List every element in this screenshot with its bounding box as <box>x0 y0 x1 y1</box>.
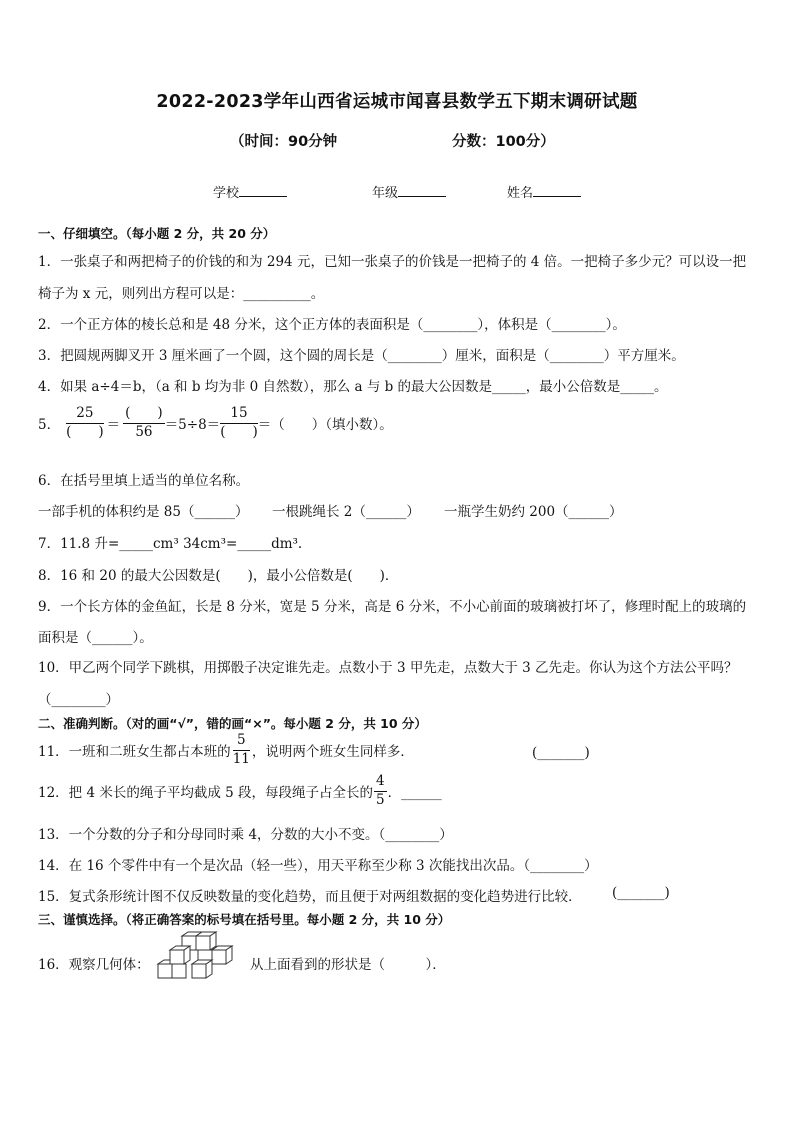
section-3-heading: 三、谨慎选择。（将正确答案的标号填在括号里。每小题 2 分，共 10 分） <box>38 912 451 927</box>
question-5-label: 5． <box>38 417 61 433</box>
question-11-answer: (_______) <box>532 745 590 761</box>
question-6-item-milk: 一瓶学生奶约 200（______） <box>444 504 623 520</box>
question-15: 15．复式条形统计图不仅反映数量的变化趋势，而且便于对两组数据的变化趋势进行比较． <box>38 889 582 905</box>
question-1-line-1: 1．一张桌子和两把椅子的价钱的和为 294 元，已知一张桌子的价钱是一把椅子的 4 倍。一把椅子多少元？可以设一把 <box>38 254 747 270</box>
question-6: 6．在括号里填上适当的单位名称。 <box>38 473 250 489</box>
question-11-fraction: $\frac{5}{11}$ <box>232 732 250 767</box>
school-field: 学校 <box>213 182 287 201</box>
question-12-fraction: $\frac{4}{5}$ <box>376 773 385 808</box>
question-12: 12．把 4 米长的绳子平均截成 5 段，每段绳子占全长的 $\frac{4}{5}$ ．______ <box>38 773 442 808</box>
question-13: 13．一个分数的分子和分母同时乘 4，分数的大小不变。（________） <box>38 827 453 843</box>
question-8: 8．16 和 20 的最大公因数是( )，最小公倍数是( )． <box>38 568 399 584</box>
grade-field: 年级 <box>372 182 446 201</box>
question-16-label: 16．观察几何体： <box>38 957 150 973</box>
exam-time: （时间：90分钟 <box>230 134 338 150</box>
page-title: 2022-2023学年山西省运城市闻喜县数学五下期末调研试题 <box>156 92 638 112</box>
exam-score: 分数：100分） <box>452 134 555 150</box>
question-15-answer: (_______) <box>612 885 670 901</box>
question-5-fraction-1: $\frac{25}{( )}$ <box>66 405 104 440</box>
question-6-item-rope: 一根跳绳长 2（______） <box>272 504 420 520</box>
question-5: 5． $\frac{25}{( )}$ ＝ $\frac{( )}{56}$ ＝5÷8＝ $\frac{15}{( )}$ ＝（ ）（填小数）。 <box>38 405 393 440</box>
section-1-heading: 一、仔细填空。（每小题 2 分，共 20 分） <box>38 226 276 241</box>
question-7: 7．11.8 升=_____cm³ 34cm³=_____dm³. <box>38 536 303 552</box>
question-14: 14．在 16 个零件中有一个是次品（轻一些），用天平称至少称 3 次能找出次品。（________） <box>38 858 598 874</box>
question-10-line-1: 10．甲乙两个同学下跳棋，用掷骰子决定谁先走。点数小于 3 甲先走，点数大于 3 乙先走。你认为这个方法公平吗？ <box>38 660 738 676</box>
cube-figure <box>152 930 240 986</box>
question-4: 4．如果 a÷4＝b，（a 和 b 均为非 0 自然数），那么 a 与 b 的最大公因数是_____，最小公倍数是_____。 <box>38 379 668 395</box>
question-6-item-phone: 一部手机的体积约是 85（______） <box>38 504 249 520</box>
question-5-middle: ＝5÷8＝ <box>164 417 221 433</box>
question-9-line-2: 面积是（______）。 <box>38 630 153 646</box>
question-9-line-1: 9．一个长方体的金鱼缸，长是 8 分米，宽是 5 分米，高是 6 分米，不小心前面的玻璃被打坏了，修理时配上的玻璃的 <box>38 599 747 615</box>
question-11: 11．一班和二班女生都占本班的 $\frac{5}{11}$ ，说明两个班女生同样多． <box>38 732 414 767</box>
question-5-end: ＝（ ）（填小数）。 <box>257 417 393 433</box>
section-2-heading: 二、准确判断。（对的画“√”，错的画“×”。每小题 2 分，共 10 分） <box>38 716 427 731</box>
question-2: 2．一个正方体的棱长总和是 48 分米，这个正方体的表面积是（________），体积是（________）。 <box>38 317 626 333</box>
name-field: 姓名 <box>507 182 581 201</box>
question-5-fraction-2: $\frac{( )}{56}$ <box>125 405 163 440</box>
question-16-prompt: 从上面看到的形状是（ ）． <box>250 957 446 973</box>
question-1-line-2: 椅子为 x 元，则列出方程可以是：__________。 <box>38 286 325 302</box>
question-10-line-2: （________） <box>38 692 119 708</box>
question-3: 3．把圆规两脚叉开 3 厘米画了一个圆，这个圆的周长是（________）厘米，面积是（________）平方厘米。 <box>38 348 685 364</box>
question-5-fraction-3: $\frac{15}{( )}$ <box>220 405 258 440</box>
